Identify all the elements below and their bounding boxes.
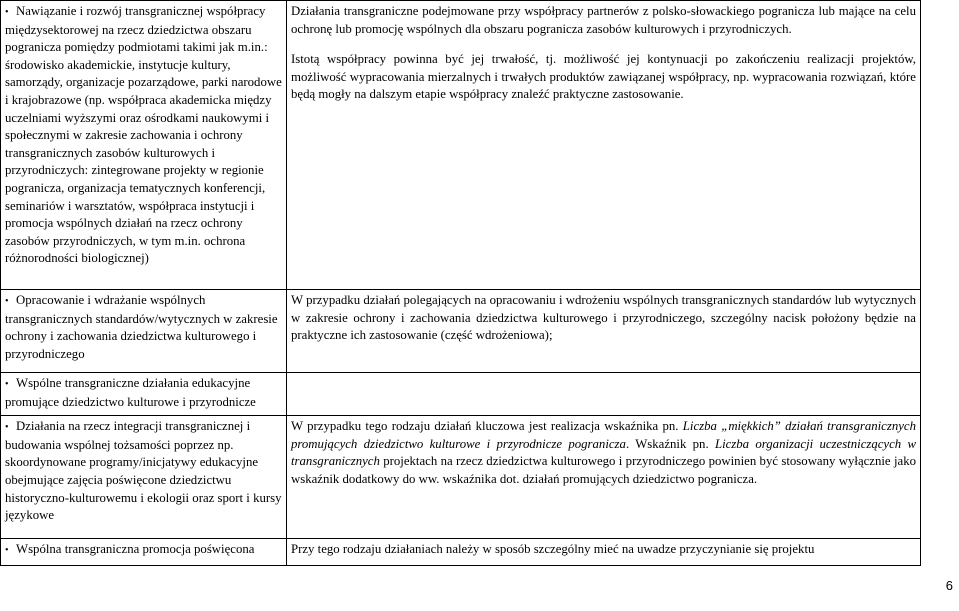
bullet-icon: • <box>5 7 9 18</box>
left-cell <box>1 416 287 539</box>
bullet-item <box>5 375 282 411</box>
table-row <box>1 539 921 566</box>
indicator-name-italic: Liczba „miękkich” działań transgranicznych promujących dziedzictwo kulturowe i przyrodnicze pogranicza <box>291 419 916 451</box>
paragraph: Przy tego rodzaju działaniach należy w sposób szczególny mieć na uwadze przyczynianie się projektu <box>291 542 815 557</box>
paragraph: W przypadku działań polegających na opracowaniu i wdrożeniu wspólnych transgranicznych standardów lub wytycznych w zakresie ochrony i zachowania dziedzictwa kulturowego i przyrodniczego, szczególny nacisk położony będzie na praktyczne ich zastosowanie (część wdrożeniowa); <box>291 293 916 343</box>
text-run: . Wskaźnik pn. <box>625 436 709 451</box>
left-cell <box>1 539 287 566</box>
right-cell <box>287 539 921 566</box>
bullet-item <box>5 292 282 363</box>
bullet-icon: • <box>5 379 9 390</box>
bullet-text: Wspólne transgraniczne działania edukacyjne promujące dziedzictwo kulturowe i przyrodnicze <box>5 376 256 409</box>
bullet-text: Wspólna transgraniczna promocja poświęcona <box>16 542 255 557</box>
left-cell <box>1 1 287 290</box>
bullet-item <box>5 3 282 268</box>
bullet-text: Opracowanie i wdrażanie wspólnych transgranicznych standardów/wytycznych w zakresie ochrony i zachowania dziedzictwa kulturowego i przyrodniczego <box>5 293 278 361</box>
right-cell <box>287 290 921 373</box>
table-row <box>1 416 921 539</box>
bullet-icon: • <box>5 422 9 434</box>
table-row <box>1 1 921 290</box>
left-cell <box>1 373 287 416</box>
right-cell <box>287 416 921 539</box>
paragraph <box>291 418 916 488</box>
table-row <box>1 373 921 416</box>
bullet-item <box>5 418 282 525</box>
right-cell <box>287 373 921 416</box>
bullet-text: Działania na rzecz integracji transgranicznej i budowania wspólnej tożsamości poprzez np. skoordynowane programy/inicjatywy edukacyjne obejmujące zajęcia poświęcone dziedzictwu historyczno-kulturowemu i ekologii oraz sport i kursy językowe <box>5 419 282 523</box>
left-cell <box>1 290 287 373</box>
text-run: W przypadku tego rodzaju działań kluczowa jest realizacja wskaźnika pn. <box>291 419 679 434</box>
table-row <box>1 290 921 373</box>
text-run: projektach na rzecz dziedzictwa kulturowego i przyrodniczego powinien być stosowany wyłącznie jako wskaźnik dodatkowy do ww. wskaźnika dot. działań promujących dziedzictwo pogranicza. <box>291 454 916 486</box>
page-number: 6 <box>945 578 953 593</box>
bullet-icon: • <box>5 545 9 557</box>
bullet-icon: • <box>5 296 9 307</box>
paragraph: Istotą współpracy powinna być jej trwałość, tj. możliwość jej kontynuacji po zakończeniu realizacji projektów, możliwość wypracowania mierzalnych i trwałych produktów zawiązanej współpracy, np. wypracowania rozwiązań, które będą mogły na dalszym etapie współpracy znaleźć praktyczne zastosowanie. <box>291 52 916 102</box>
bullet-item <box>5 541 282 560</box>
indicator-name-italic: Liczba organizacji uczestniczących w transgranicznych <box>291 436 917 469</box>
paragraph: Działania transgraniczne podejmowane przy współpracy partnerów z polsko-słowackiego pogranicza lub mające na celu ochronę lub promocję wspólnych dla obszaru pogranicza zasobów kulturowych i przyrodniczych. <box>291 4 916 36</box>
bullet-text: Nawiązanie i rozwój transgranicznej współpracy międzysektorowej na rzecz dziedzictwa obszaru pogranicza pomiędzy podmiotami takimi jak m.in.: środowisko akademickie, instytucje kultury, samorządy, organizacje pozarządowe, parki narodowe i krajobrazowe (np. współpraca akademicka między uczelniami wyższymi oraz ośrodkami naukowymi i społecznymi w zakresie zachowania i ochrony transgranicznych zasobów kulturowych i przyrodniczych: zintegrowane projekty w regionie pogranicza, organizacja tematycznych konferencji, seminariów i warsztatów, współpraca instytucji i promocja wspólnych działań na rzecz ochrony zasobów przyrodniczych, w tym m.in. ochrona różnorodności biologicznej) <box>5 4 282 266</box>
right-cell <box>287 1 921 290</box>
